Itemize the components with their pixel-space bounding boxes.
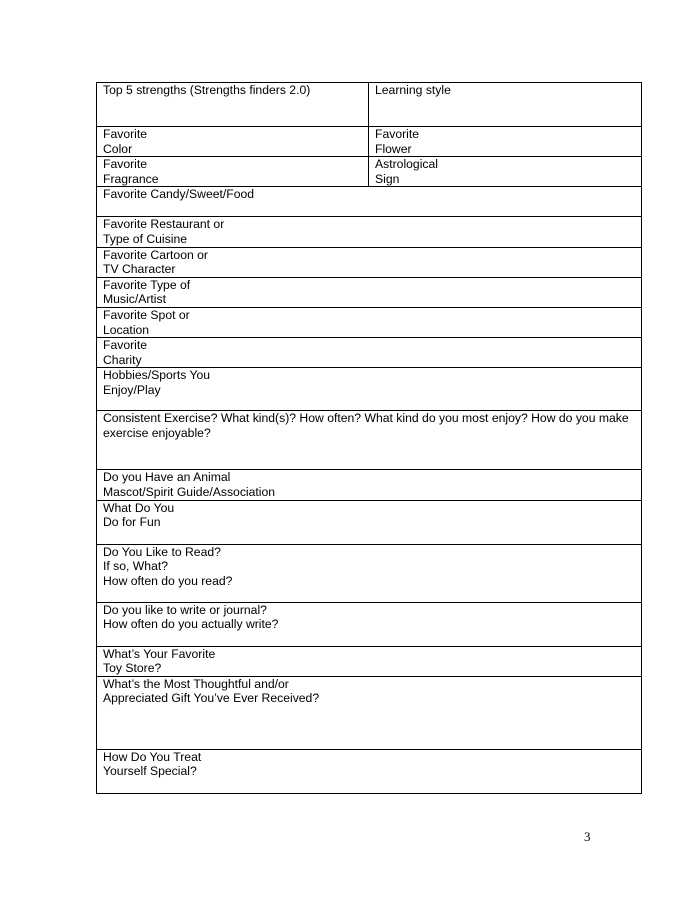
astrological-sign-cell[interactable] bbox=[369, 157, 642, 187]
table-row bbox=[97, 217, 642, 247]
favorite-music-cell[interactable] bbox=[97, 277, 642, 307]
exercise-cell[interactable] bbox=[97, 411, 642, 470]
favorite-flower-label: Favorite Flower bbox=[375, 127, 420, 156]
astrological-sign-label: Astrological Sign bbox=[375, 157, 438, 186]
personal-preferences-form bbox=[96, 82, 642, 794]
table-row bbox=[97, 307, 642, 337]
table-row bbox=[97, 83, 642, 127]
table-row bbox=[97, 544, 642, 602]
favorite-spot-cell[interactable] bbox=[97, 307, 642, 337]
exercise-label: Consistent Exercise? What kind(s)? How often? What kind do you most enjoy? How do you make exercise enjoyable? bbox=[103, 411, 629, 440]
favorite-cartoon-cell[interactable] bbox=[97, 247, 642, 277]
table-row bbox=[97, 187, 642, 217]
table-row bbox=[97, 676, 642, 749]
for-fun-label: What Do You Do for Fun bbox=[103, 500, 175, 530]
favorite-cartoon-label: Favorite Cartoon or TV Character bbox=[103, 247, 208, 277]
favorite-color-label: Favorite Color bbox=[103, 127, 148, 156]
favorite-candy-cell[interactable] bbox=[97, 187, 642, 217]
writing-label: Do you like to write or journal? How often do you actually write? bbox=[103, 602, 279, 632]
favorite-spot-label: Favorite Spot or Location bbox=[103, 307, 190, 337]
learning-style-label: Learning style bbox=[375, 83, 451, 97]
table-row bbox=[97, 127, 642, 157]
hobbies-label: Hobbies/Sports You Enjoy/Play bbox=[103, 368, 211, 397]
table-row bbox=[97, 157, 642, 187]
table-row bbox=[97, 470, 642, 500]
hobbies-cell[interactable] bbox=[97, 368, 642, 411]
favorite-charity-cell[interactable] bbox=[97, 338, 642, 368]
table-row bbox=[97, 602, 642, 646]
favorite-flower-cell[interactable] bbox=[369, 127, 642, 157]
for-fun-cell[interactable] bbox=[97, 500, 642, 544]
strengths-cell[interactable] bbox=[97, 83, 369, 127]
treat-cell[interactable] bbox=[97, 749, 642, 793]
learning-style-cell[interactable] bbox=[369, 83, 642, 127]
treat-label: How Do You Treat Yourself Special? bbox=[103, 749, 202, 779]
animal-mascot-label: Do you Have an Animal Mascot/Spirit Guide/Association bbox=[103, 470, 276, 499]
reading-label: Do You Like to Read? If so, What? How often do you read? bbox=[103, 544, 233, 588]
favorite-charity-label: Favorite Charity bbox=[103, 338, 148, 367]
favorite-restaurant-cell[interactable] bbox=[97, 217, 642, 247]
gift-label: What’s the Most Thoughtful and/or Appreciated Gift You’ve Ever Received? bbox=[103, 676, 320, 706]
animal-mascot-cell[interactable] bbox=[97, 470, 642, 500]
favorite-candy-label: Favorite Candy/Sweet/Food bbox=[103, 187, 255, 202]
toy-store-cell[interactable] bbox=[97, 646, 642, 676]
strengths-label: Top 5 strengths (Strengths finders 2.0) bbox=[103, 83, 311, 97]
toy-store-label: What’s Your Favorite Toy Store? bbox=[103, 646, 216, 676]
table-row bbox=[97, 749, 642, 793]
table-row bbox=[97, 368, 642, 411]
table-row bbox=[97, 411, 642, 470]
reading-cell[interactable] bbox=[97, 544, 642, 602]
favorite-fragrance-label: Favorite Fragrance bbox=[103, 157, 159, 186]
page-number: 3 bbox=[584, 829, 591, 844]
table-row bbox=[97, 277, 642, 307]
favorite-restaurant-label: Favorite Restaurant or Type of Cuisine bbox=[103, 217, 225, 246]
table-row bbox=[97, 646, 642, 676]
favorite-fragrance-cell[interactable] bbox=[97, 157, 369, 187]
favorite-music-label: Favorite Type of Music/Artist bbox=[103, 277, 191, 307]
gift-cell[interactable] bbox=[97, 676, 642, 749]
favorite-color-cell[interactable] bbox=[97, 127, 369, 157]
table-row bbox=[97, 338, 642, 368]
table-row bbox=[97, 500, 642, 544]
table-row bbox=[97, 247, 642, 277]
writing-cell[interactable] bbox=[97, 602, 642, 646]
